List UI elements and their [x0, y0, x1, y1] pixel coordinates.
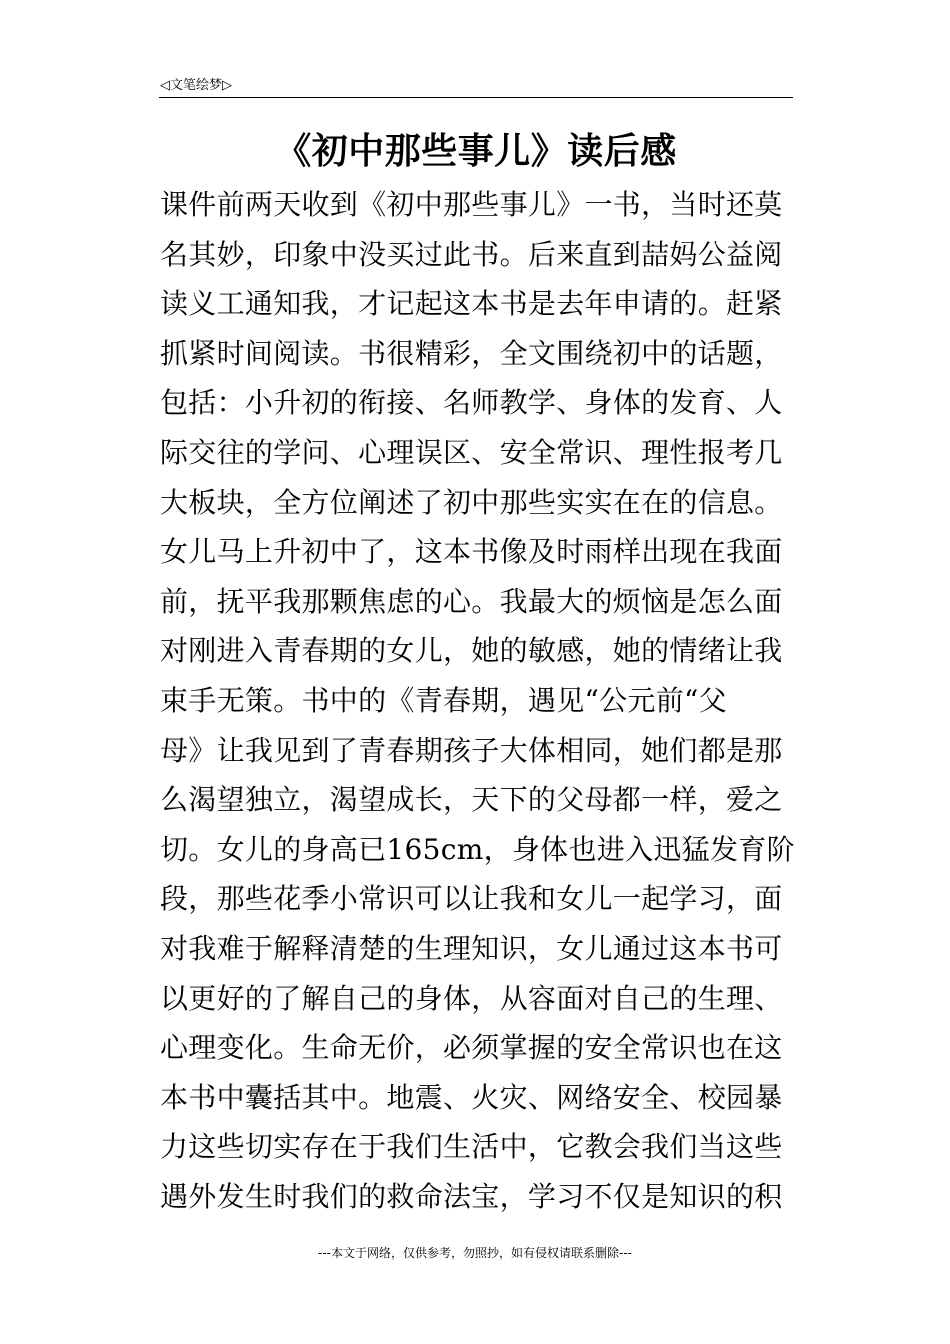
- page-header: [160, 74, 232, 98]
- body-line: 段，那些花季小常识可以让我和女儿一起学习，面: [160, 882, 783, 916]
- page-footer: ---本文于网络，仅供参考，勿照抄，如有侵权请联系删除---: [318, 1246, 632, 1260]
- body-line: 女儿马上升初中了，这本书像及时雨样出现在我面: [160, 535, 783, 569]
- body-line: 前，抚平我那颗焦虑的心。我最大的烦恼是怎么面: [160, 584, 783, 618]
- body-line: 么渴望独立，渴望成长，天下的父母都一样，爱之: [160, 783, 783, 817]
- header-divider: [159, 97, 793, 98]
- body-line: 大板块，全方位阐述了初中那些实实在在的信息。: [160, 485, 783, 519]
- body-line: 际交往的学问、心理误区、安全常识、理性报考几: [160, 435, 783, 469]
- header-text: 文笔绘梦: [170, 78, 223, 93]
- left-triangle-icon: ◁: [160, 78, 170, 93]
- body-line: 本书中囊括其中。地震、火灾、网络安全、校园暴: [160, 1080, 783, 1114]
- body-line: 遇外发生时我们的救命法宝，学习不仅是知识的积: [160, 1179, 783, 1213]
- document-body: [160, 180, 800, 1221]
- body-line: 对刚进入青春期的女儿，她的敏感，她的情绪让我: [160, 634, 783, 668]
- body-line: 包括：小升初的衔接、名师教学、身体的发育、人: [160, 386, 783, 420]
- right-triangle-icon: ▷: [222, 78, 233, 93]
- body-line: 束手无策。书中的《青春期，遇见“公元前“父: [160, 683, 727, 717]
- body-line: 以更好的了解自己的身体，从容面对自己的生理、: [160, 981, 783, 1015]
- body-line: 读义工通知我，才记起这本书是去年申请的。赶紧: [160, 287, 783, 321]
- body-line: 抓紧时间阅读。书很精彩，全文围绕初中的话题，: [160, 336, 783, 370]
- body-line: 母》让我见到了青春期孩子大体相同，她们都是那: [160, 733, 783, 767]
- body-line: 课件前两天收到《初中那些事儿》一书，当时还莫: [160, 188, 783, 221]
- body-line: 力这些切实存在于我们生活中，它教会我们当这些: [160, 1130, 783, 1164]
- document-title: 《初中那些事儿》读后感: [275, 131, 677, 172]
- body-line: 切。女儿的身高已165cm，身体也进入迅猛发育阶: [160, 832, 795, 866]
- body-line: 名其妙，印象中没买过此书。后来直到喆妈公益阅: [160, 237, 783, 271]
- body-line: 心理变化。生命无价，必须掌握的安全常识也在这: [160, 1031, 783, 1065]
- body-line: 对我难于解释清楚的生理知识，女儿通过这本书可: [160, 931, 783, 965]
